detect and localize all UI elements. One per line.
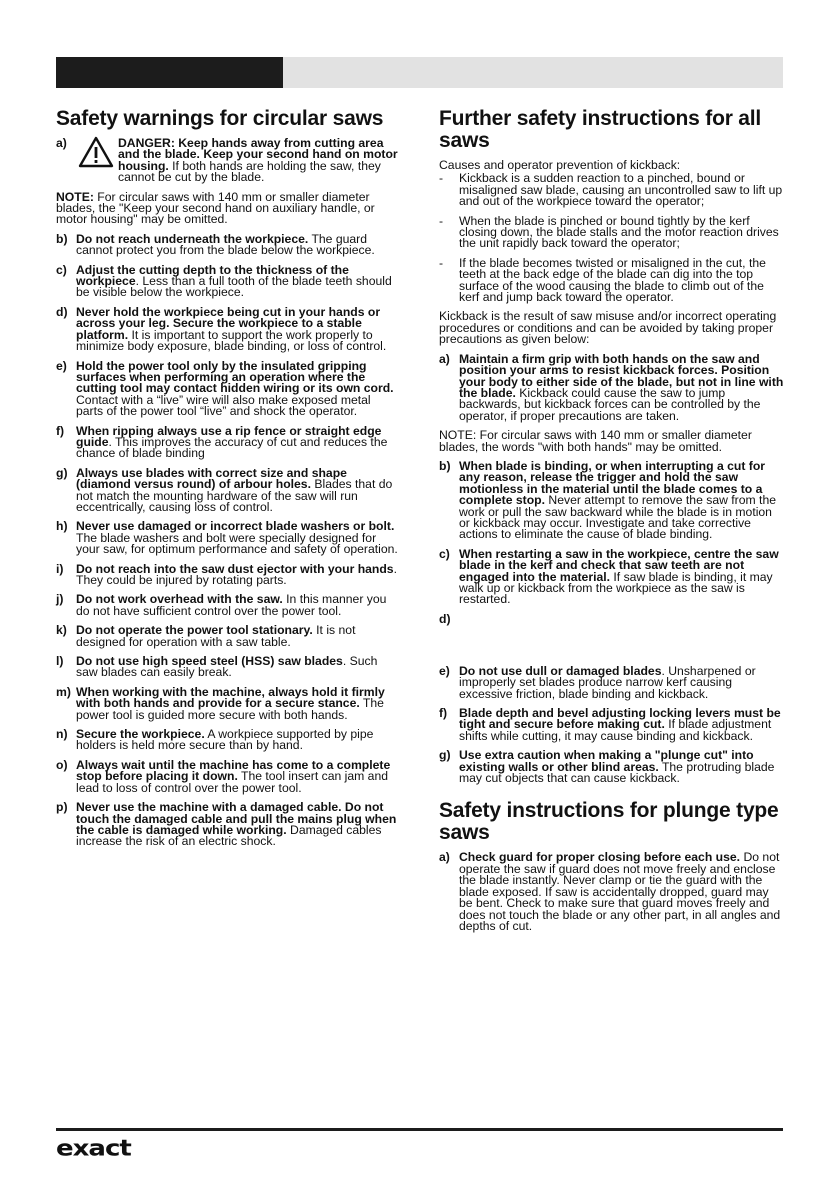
item-label: m) [56, 684, 71, 699]
item-label: c) [439, 546, 450, 561]
dash-item [439, 173, 785, 207]
item-bold-text: Do not use high speed steel (HSS) saw blades [76, 654, 343, 669]
note-label: NOTE: [56, 189, 94, 204]
item-label: b) [56, 231, 68, 246]
item-text: Never attempt to remove the saw from the work or pull the saw backward while the blade is in motion or kickback may occur. Investigate and take corrective actions to eliminate the cause of blade binding. [459, 493, 776, 542]
list-item [56, 757, 400, 795]
item-label: h) [56, 519, 68, 534]
danger-warning [56, 138, 400, 184]
item-bold-text: Secure the workpiece. [76, 727, 205, 742]
item-text: . Less than a full tooth of the blade teeth should be visible below the workpiece. [76, 274, 392, 300]
list-item [56, 521, 400, 555]
section-heading-further-safety: Further safety instructions for all saws [439, 107, 762, 152]
list-item [56, 684, 400, 722]
item-text: . They could be injured by rotating parts. [76, 561, 397, 587]
item-bold-text: Always use blades with correct size and shape (diamond versus round) of arbour holes. [76, 465, 347, 492]
list-item [56, 304, 400, 354]
item-text: The power tool is guided more secure with both hands. [76, 696, 384, 722]
item-label: k) [56, 623, 67, 638]
note-paragraph-right: NOTE: For circular saws with 140 mm or smaller diameter blades, the words "with both hands" may be omitted. [439, 428, 752, 454]
item-label: - [439, 255, 444, 270]
brand-logo: exact [56, 1136, 131, 1162]
list-item [56, 729, 400, 752]
item-bold-text: When blade is binding, or when interrupting a cut for any reason, release the trigger and hold the saw motionless in the material until the blade comes to a complete stop. [459, 458, 766, 508]
list-item [439, 546, 785, 607]
list-item [439, 750, 785, 784]
list-item [56, 594, 400, 617]
list-item [439, 708, 785, 742]
item-bold-text: Never use damaged or incorrect blade washers or bolt. [76, 519, 395, 534]
item-bold-text: Never hold the workpiece being cut in your hands or across your leg. Secure the workpiece to a stable platform. [76, 304, 381, 342]
item-text: If blade adjustment shifts while cutting, it may cause binding and kickback. [459, 717, 772, 743]
list-item [56, 423, 400, 461]
section-heading-plunge-saws: Safety instructions for plunge type saws [439, 799, 779, 845]
item-label: f) [439, 706, 448, 721]
item-text: A workpiece supported by pipe holders is held more secure than by hand. [76, 727, 374, 753]
item-text: Blades that do not match the mounting hardware of the saw will run eccentrically, causing loss of control. [76, 477, 393, 514]
header-bar-dark [56, 57, 283, 88]
item-text: In this manner you do not have sufficient control over the power tool. [76, 592, 387, 618]
item-label: - [439, 213, 444, 228]
item-bold-text: When restarting a saw in the workpiece, centre the saw blade in the kerf and check that saw teeth are not engaged into the material. [459, 546, 779, 584]
item-text: Damaged cables increase the risk of an electric shock. [76, 822, 382, 849]
item-label: c) [56, 262, 67, 277]
item-text: The protruding blade may cut objects that can cause kickback. [459, 759, 775, 786]
item-text: If the blade becomes twisted or misaligned in the cut, the teeth at the back edge of the blade can dig into the top surface of the wood causing the blade to climb out of the kerf and jump back toward the operator. [459, 255, 766, 305]
item-text: It is important to support the work properly to minimize body exposure, blade binding, or loss of control. [76, 327, 387, 354]
kickback-intro: Causes and operator prevention of kickback: [439, 158, 681, 172]
list-item [56, 561, 400, 587]
danger-bold: DANGER: Keep hands away from cutting area and the blade. Keep your second hand on motor housing. [118, 136, 398, 173]
item-text: The guard cannot protect you from the blade below the workpiece. [76, 231, 375, 258]
left-item-list [56, 231, 400, 849]
kickback-paragraph: Kickback is the result of saw misuse and/or incorrect operating procedures or conditions and can be avoided by taking proper precautions as given below: [439, 309, 777, 347]
item-text: When the blade is pinched or bound tightly by the kerf closing down, the blade stalls and the motor reaction drives the unit rapidly back toward the operator; [459, 213, 779, 251]
item-text: Contact with a “live” wire will also make exposed metal parts of the power tool “live” and shock the operator. [76, 392, 371, 419]
item-label: g) [439, 748, 451, 763]
item-bold-text: When ripping always use a rip fence or straight edge guide [76, 423, 382, 449]
item-text: The tool insert can jam and lead to loss of control over the power tool. [76, 769, 388, 795]
list-item [56, 465, 400, 514]
item-label: j) [56, 592, 64, 607]
item-label: g) [56, 465, 68, 480]
list-item [56, 625, 400, 648]
item-bold-text: Do not reach into the saw dust ejector with your hands [76, 561, 394, 576]
item-label: e) [56, 358, 67, 373]
right-item-list [439, 458, 785, 607]
right-item-list-2 [439, 663, 785, 786]
item-bold-text: Blade depth and bevel adjusting locking levers must be tight and secure before making cut. [459, 706, 781, 732]
item-label: i) [56, 561, 64, 576]
item-label: d) [56, 304, 68, 319]
item-bold-text: When working with the machine, always hold it firmly with both hands and provide for a secure stance. [76, 684, 385, 711]
item-label: f) [56, 423, 65, 438]
list-item: a) Maintain a firm grip with both hands on the saw and position your arms to resist kickback forces. Position your body to either side of the blade, but not in line with the blade. Kickback could cause the saw to jump backwards, but kickback forces can be controlled by the operator, if proper precautions are taken. [439, 351, 784, 423]
item-label: p) [56, 800, 68, 815]
item-text: The blade washers and bolt were specially designed for your saw, for optimum performance and safety of operation. [76, 530, 398, 557]
item-bold-text: Adjust the cutting depth to the thickness of the workpiece [76, 262, 349, 289]
danger-text: If both hands are holding the saw, they cannot be cut by the blade. [118, 158, 381, 185]
item-text: Kickback is a sudden reaction to a pinched, bound or misaligned saw blade, causing an uncontrolled saw to lift up and out of the workpiece toward the operator; [459, 171, 783, 209]
kickback-causes-list [439, 173, 785, 303]
item-bold-text: Do not operate the power tool stationary. [76, 623, 313, 638]
item-label: - [439, 171, 444, 186]
item-text: . This improves the accuracy of cut and reduces the chance of blade binding [76, 434, 388, 461]
item-label: o) [56, 757, 68, 772]
list-item [56, 358, 400, 419]
note-text: For circular saws with 140 mm or smaller diameter blades, the "Keep your second hand on auxiliary handle, or motor housing" may be omitted. [56, 189, 375, 227]
item-label: b) [439, 458, 451, 473]
list-item [56, 231, 400, 258]
list-item: a) Check guard for proper closing before each use. Do not operate the saw if guard does not move freely and enclose the blade instantly. Never clamp or tie the guard with the blade exposed. If saw is accidentally dropped, guard may be bent. Check to make sure that guard moves freely and does not touch the blade or any other part, in all angles and depths of cut. [439, 850, 781, 933]
list-item [56, 656, 400, 679]
item-text: It is not designed for operation with a saw table. [76, 623, 356, 649]
item-bold-text: Always wait until the machine has come to a complete stop before placing it down. [76, 757, 391, 784]
item-bold-text: Hold the power tool only by the insulated gripping surfaces when performing an operation where the cutting tool may contact hidden wiring or its own cord. [76, 358, 394, 396]
item-bold-text: Do not use dull or damaged blades [459, 663, 662, 678]
dash-item [439, 255, 785, 305]
item-text: . Such saw blades can easily break. [76, 654, 378, 680]
item-label: l) [56, 654, 64, 669]
item-bold-text: Do not work overhead with the saw. [76, 592, 283, 607]
section-heading-circular-saws: Safety warnings for circular saws [56, 107, 384, 130]
note-paragraph [56, 189, 400, 227]
item-label: n) [56, 727, 68, 742]
list-item [439, 458, 785, 542]
right-column [439, 108, 785, 940]
warning-triangle-icon [78, 136, 114, 168]
item-label: a) [56, 136, 67, 150]
item-bold-text: Never use the machine with a damaged cable. Do not touch the damaged cable and pull the mains plug when the cable is damaged while working. [76, 800, 397, 837]
footer-rule [56, 1128, 783, 1131]
list-item [56, 802, 400, 848]
list-item-d-empty: d) [439, 611, 451, 626]
dash-item [439, 213, 785, 251]
list-item [56, 262, 400, 300]
item-text: . Unsharpened or improperly set blades produce narrow kerf causing excessive friction, blade binding and kickback. [459, 663, 756, 701]
item-bold-text: Use extra caution when making a "plunge cut" into existing walls or other blind areas. [459, 748, 754, 774]
left-column [56, 108, 400, 856]
header-bar-light [283, 57, 783, 88]
list-item [439, 663, 785, 701]
item-text: If saw blade is binding, it may walk up or kickback from the workpiece as the saw is restarted. [459, 569, 773, 607]
item-bold-text: Do not reach underneath the workpiece. [76, 231, 309, 246]
item-label: e) [439, 663, 450, 678]
